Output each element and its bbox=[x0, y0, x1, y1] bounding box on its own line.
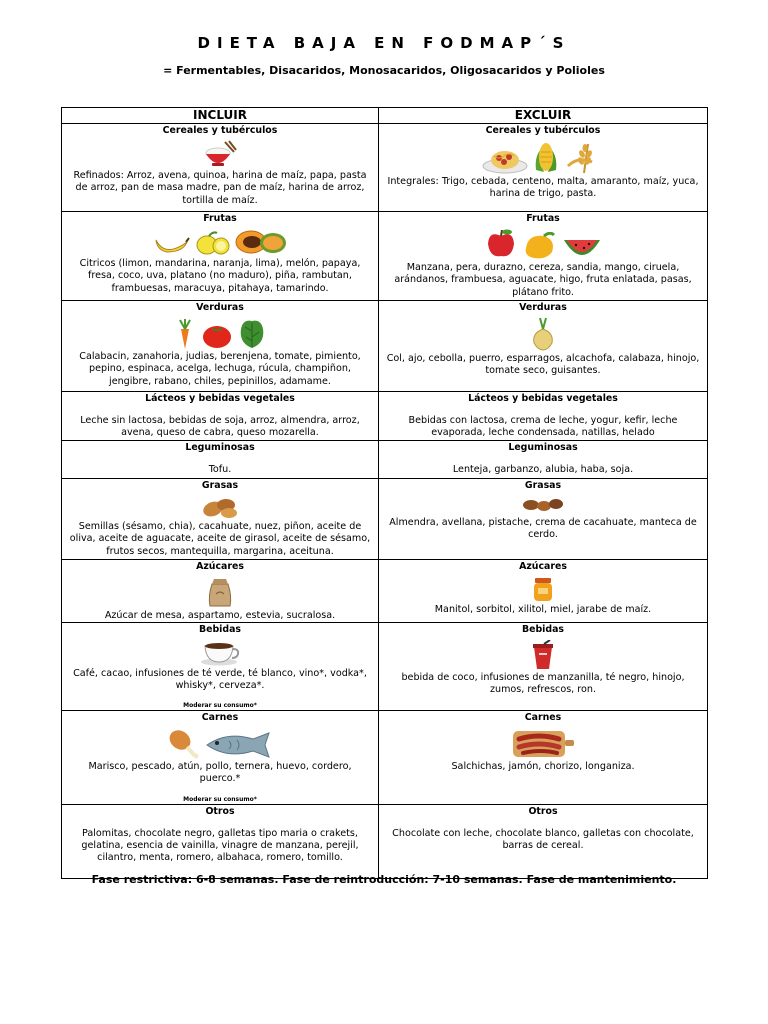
tomato-icon bbox=[201, 321, 233, 349]
sugar-sack-icon bbox=[204, 576, 236, 608]
exclude-cell bbox=[379, 623, 708, 711]
category-title: Grasas bbox=[201, 480, 239, 491]
category-title: Bebidas bbox=[198, 624, 242, 636]
include-cell bbox=[62, 441, 379, 479]
table-row bbox=[62, 124, 708, 212]
food-icons bbox=[385, 576, 701, 602]
category-title: Cereales y tubérculos bbox=[162, 125, 278, 136]
include-cell bbox=[62, 479, 379, 560]
papaya-icon bbox=[235, 228, 287, 256]
food-icons bbox=[68, 640, 372, 666]
food-list: Almendra, avellana, pistache, crema de cacahuate, manteca de cerdo. bbox=[389, 517, 697, 541]
food-list: Integrales: Trigo, cebada, centeno, malta, amaranto, maíz, yuca, harina de trigo, pasta. bbox=[387, 176, 699, 200]
food-list: Citricos (limon, mandarina, naranja, lima), melón, papaya, fresa, coco, uva, platano (no maduro), piña, rambutan, frambuesas, maracuya, pitahaya, tamarindo. bbox=[79, 258, 361, 294]
exclude-cell bbox=[379, 560, 708, 623]
table-row bbox=[62, 623, 708, 711]
include-cell bbox=[62, 301, 379, 392]
spacer bbox=[385, 818, 701, 828]
lemon-icon bbox=[195, 230, 231, 256]
category-title: Otros bbox=[528, 805, 558, 817]
table-row bbox=[62, 392, 708, 441]
page-title: DIETA BAJA EN FODMAP´S bbox=[197, 34, 571, 52]
food-icons bbox=[68, 228, 372, 256]
exclude-cell bbox=[379, 212, 708, 301]
banana-icon bbox=[153, 230, 191, 256]
food-icons bbox=[68, 727, 372, 759]
category-title: Leguminosas bbox=[185, 442, 255, 453]
food-list: Leche sin lactosa, bebidas de soja, arroz, almendra, arroz, avena, queso de cabra, queso mozarella. bbox=[80, 415, 360, 439]
category-title: Frutas bbox=[526, 213, 560, 224]
category-title: Lácteos y bebidas vegetales bbox=[468, 393, 618, 404]
table-header-row bbox=[62, 108, 708, 124]
food-list: Marisco, pescado, atún, pollo, ternera, huevo, cordero, puerco.* bbox=[88, 761, 352, 785]
food-icons bbox=[385, 140, 701, 174]
fish-icon bbox=[203, 731, 273, 759]
fodmap-table bbox=[61, 107, 708, 879]
include-cell bbox=[62, 212, 379, 301]
include-cell bbox=[62, 392, 379, 441]
category-title: Verduras bbox=[196, 302, 244, 313]
food-icons bbox=[385, 317, 701, 351]
apple-icon bbox=[484, 228, 518, 260]
table-row bbox=[62, 479, 708, 560]
spacer bbox=[385, 405, 701, 415]
column-header-exclude: EXCLUIR bbox=[379, 108, 708, 124]
exclude-cell bbox=[379, 804, 708, 878]
food-list: Lenteja, garbanzo, alubia, haba, soja. bbox=[452, 464, 634, 476]
table-row bbox=[62, 711, 708, 805]
food-list: Azúcar de mesa, aspartamo, estevia, sucralosa. bbox=[104, 610, 336, 622]
include-cell bbox=[62, 124, 379, 212]
category-title: Leguminosas bbox=[508, 442, 578, 453]
pasta-icon bbox=[482, 144, 528, 174]
rice-bowl-icon bbox=[203, 140, 237, 168]
food-list: Tofu. bbox=[208, 464, 232, 476]
spacer bbox=[385, 454, 701, 464]
watermelon-icon bbox=[562, 236, 602, 260]
category-title: Frutas bbox=[203, 213, 237, 224]
food-list: Calabacin, zanahoria, judias, berenjena, tomate, pimiento, pepino, espinaca, acelga, lechuga, rúcula, champiñon, jengibre, rabano, chiles, pepinillos, adamame. bbox=[79, 351, 361, 387]
spacer bbox=[68, 818, 372, 828]
food-icons bbox=[385, 727, 701, 759]
table-row bbox=[62, 301, 708, 392]
food-list: Chocolate con leche, chocolate blanco, galletas con chocolate, barras de cereal. bbox=[392, 827, 694, 852]
food-icons bbox=[385, 640, 701, 670]
almonds-icon bbox=[522, 495, 564, 515]
include-cell bbox=[62, 623, 379, 711]
food-icons bbox=[68, 140, 372, 168]
phases-footer: Fase restrictiva: 6-8 semanas. Fase de reintroducción: 7-10 semanas. Fase de mantenimiento. bbox=[91, 873, 677, 886]
food-list: Bebidas con lactosa, crema de leche, yogur, kefir, leche evaporada, leche condensada, natillas, helado bbox=[408, 415, 678, 439]
table-row bbox=[62, 560, 708, 623]
column-header-include: INCLUIR bbox=[62, 108, 379, 124]
spacer bbox=[68, 405, 372, 415]
include-cell bbox=[62, 560, 379, 623]
food-list: Palomitas, chocolate negro, galletas tipo maria o crakets, gelatina, esencia de vainilla, vinagre de manzana, perejil, cilantro, menta, romero, albahaca, romero, tomillo. bbox=[81, 827, 359, 864]
food-list: bebida de coco, infusiones de manzanilla, té negro, hinojo, zumos, refrescos, ron. bbox=[401, 671, 685, 695]
food-icons bbox=[385, 228, 701, 260]
exclude-cell bbox=[379, 479, 708, 560]
food-icons bbox=[68, 576, 372, 608]
category-title: Lácteos y bebidas vegetales bbox=[145, 393, 295, 404]
spacer bbox=[68, 454, 372, 464]
category-title: Carnes bbox=[201, 712, 239, 724]
wheat-icon bbox=[564, 140, 604, 174]
moderation-note: Moderar su consumo* bbox=[183, 795, 257, 803]
table-row bbox=[62, 804, 708, 878]
category-title: Azúcares bbox=[196, 561, 244, 572]
category-title: Verduras bbox=[519, 302, 567, 313]
food-icons bbox=[68, 495, 372, 519]
exclude-cell bbox=[379, 441, 708, 479]
category-title: Carnes bbox=[524, 712, 562, 724]
category-title: Bebidas bbox=[521, 624, 565, 636]
include-cell bbox=[62, 711, 379, 805]
category-title: Otros bbox=[205, 805, 235, 817]
nuts-icon bbox=[201, 495, 239, 519]
sausages-icon bbox=[511, 727, 575, 759]
exclude-cell bbox=[379, 301, 708, 392]
page-subtitle: = Fermentables, Disacaridos, Monosacaridos, Oligosacaridos y Polioles bbox=[163, 64, 605, 77]
table-row bbox=[62, 441, 708, 479]
category-title: Cereales y tubérculos bbox=[485, 125, 601, 136]
food-list: Salchichas, jamón, chorizo, longaniza. bbox=[451, 761, 635, 773]
mango-icon bbox=[522, 232, 558, 260]
onion-icon bbox=[530, 317, 556, 351]
category-title: Azúcares bbox=[519, 561, 567, 572]
honey-jar-icon bbox=[531, 576, 555, 602]
food-icons bbox=[385, 495, 701, 515]
food-list: Col, ajo, cebolla, puerro, esparragos, alcachofa, calabaza, hinojo, tomate seco, guisantes. bbox=[386, 353, 700, 377]
lettuce-icon bbox=[237, 317, 267, 349]
chicken-leg-icon bbox=[167, 727, 199, 759]
table-row bbox=[62, 212, 708, 301]
carrot-icon bbox=[173, 319, 197, 349]
food-list: Semillas (sésamo, chia), cacahuate, nuez, piñon, aceite de oliva, aceite de aguacate, aceite de girasol, aceite de sésamo, frutos secos, mantequilla, margarina, aceituna. bbox=[69, 521, 371, 557]
exclude-cell bbox=[379, 124, 708, 212]
food-list: Refinados: Arroz, avena, quinoa, harina de maíz, papa, pasta de arroz, pan de masa madre, pan de maíz, harina de arroz, tortilla de maíz. bbox=[73, 170, 367, 206]
include-cell bbox=[62, 804, 379, 878]
corn-icon bbox=[532, 140, 560, 174]
soda-cup-icon bbox=[530, 640, 556, 670]
category-title: Grasas bbox=[524, 480, 562, 491]
food-list: Manitol, sorbitol, xilitol, miel, jarabe de maíz. bbox=[434, 604, 652, 616]
food-icons bbox=[68, 317, 372, 349]
moderation-note: Moderar su consumo* bbox=[183, 702, 257, 710]
coffee-cup-icon bbox=[199, 640, 241, 666]
food-list: Café, cacao, infusiones de té verde, té blanco, vino*, vodka*, whisky*, cerveza*. bbox=[73, 667, 367, 691]
food-list: Manzana, pera, durazno, cereza, sandia, mango, ciruela, arándanos, frambuesa, aguacate, higo, fruta enlatada, pasas, plátano frito. bbox=[394, 262, 692, 298]
exclude-cell bbox=[379, 392, 708, 441]
exclude-cell bbox=[379, 711, 708, 805]
